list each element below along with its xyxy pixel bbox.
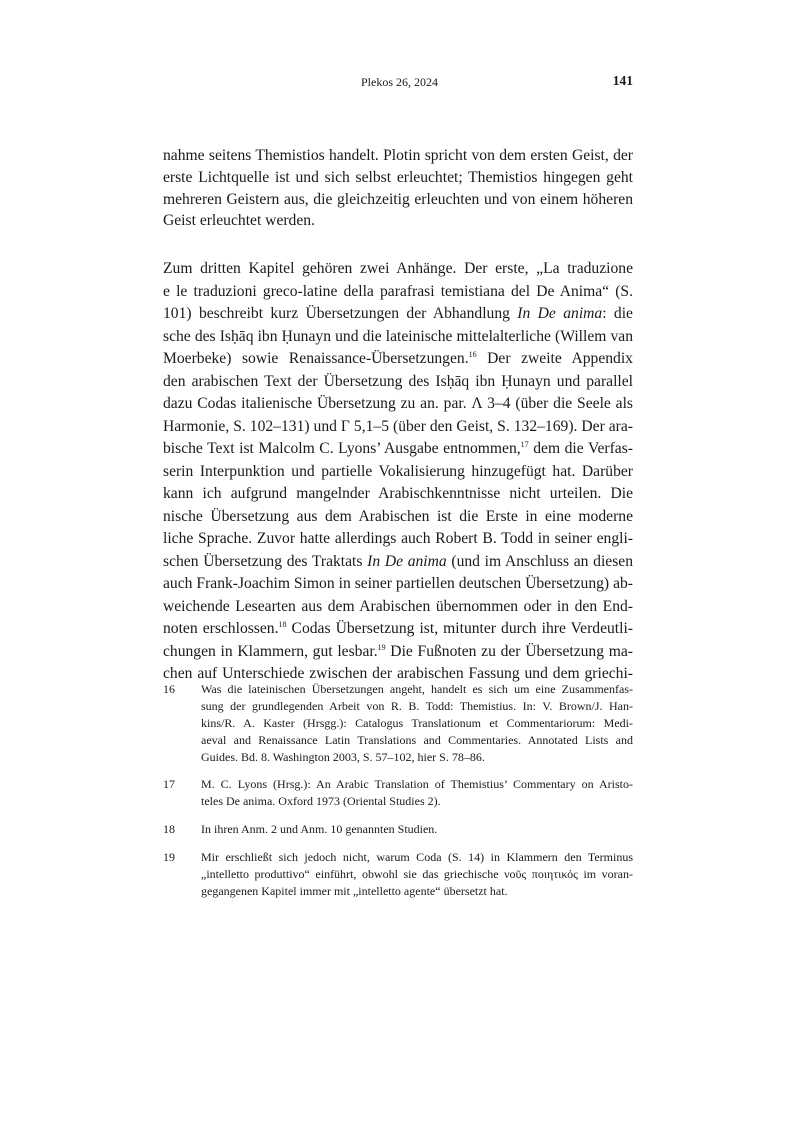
- text-segment: chen auf Unterschiede zwischen der arabischen Fassung und dem griechi-: [163, 665, 633, 682]
- text-segment: Moerbeke) sowie Renaissance-Übersetzungen.: [163, 350, 469, 367]
- text-line: [163, 393, 633, 416]
- footnote-number: 16: [163, 682, 175, 696]
- text-line: [163, 416, 633, 439]
- footnote-number: 19: [163, 850, 175, 864]
- text-line: [163, 189, 633, 211]
- text-line: [163, 145, 633, 167]
- text-segment: e le traduzioni greco-latine della parafrasi temistiana del De Anima“ (S.: [163, 282, 633, 300]
- footnote-line: kins/R. A. Kaster (Hrsgg.): Catalogus Translationum et Commentariorum: Medi-: [201, 716, 633, 730]
- text-line: [163, 618, 633, 641]
- text-segment: chungen in Klammern, gut lesbar.: [163, 642, 378, 660]
- text-segment: noten erschlossen.: [163, 620, 279, 637]
- text-segment: (und im Anschluss an diesen: [446, 552, 633, 570]
- text-segment: Zum dritten Kapitel gehören zwei Anhänge. Der erste, „La traduzione: [163, 260, 633, 277]
- text-segment: sche des Isḥāq ibn Ḥunayn und die lateinische mittelalterliche (Willem van: [163, 327, 633, 345]
- body-paragraph-2: [163, 258, 633, 686]
- text-segment: auch Frank-Joachim Simon in seiner partiellen deutschen Übersetzung) ab-: [163, 575, 633, 592]
- text-segment: kann ich aufgrund mangelnder Arabischkenntnisse nicht urteilen. Die: [163, 485, 633, 502]
- footnote-reference[interactable]: 17: [520, 440, 529, 449]
- text-line: [163, 371, 633, 394]
- footnote-reference[interactable]: 16: [468, 350, 477, 359]
- text-line: [163, 281, 633, 304]
- text-line: [163, 641, 633, 664]
- footnote-line: Was die lateinischen Übersetzungen angeht, handelt es sich um eine Zusammenfas-: [201, 682, 633, 696]
- footnote-text: [201, 776, 633, 810]
- footnote-reference[interactable]: 18: [278, 620, 287, 629]
- footnote-line: In ihren Anm. 2 und Anm. 10 genannten Studien.: [201, 822, 438, 836]
- text-line: [163, 573, 633, 596]
- running-header-title: Plekos 26, 2024: [360, 75, 438, 89]
- text-line: [163, 326, 633, 349]
- text-segment: Codas Übersetzung ist, mitunter durch ihre Verdeutli-: [286, 620, 633, 637]
- text-segment: : die: [602, 305, 633, 322]
- footnote-number: 18: [163, 822, 175, 836]
- text-line: [163, 438, 633, 461]
- footnote-reference[interactable]: 19: [377, 642, 386, 652]
- page-number: 141: [612, 73, 633, 88]
- footnote-line: Guides. Bd. 8. Washington 2003, S. 57–102, hier S. 78–86.: [201, 750, 485, 764]
- footnote-number: 17: [163, 777, 175, 791]
- text-line: [163, 528, 633, 551]
- text-segment: weichende Lesearten aus dem Arabischen übernommen oder in den End-: [163, 597, 633, 615]
- text-segment: erste Lichtquelle ist und sich selbst erleuchtet; Themistios hingegen geht: [163, 168, 633, 186]
- footnote-line: „intelletto produttivo“ einführt, obwohl sie das griechische νοῦς ποιητικός im voran-: [201, 867, 633, 881]
- text-line: [163, 551, 633, 574]
- text-segment: serin Interpunktion und partielle Vokalisierung hinzugefügt hat. Darüber: [163, 462, 633, 480]
- text-segment: nahme seitens Themistios handelt. Plotin spricht von dem ersten Geist, der: [163, 147, 633, 164]
- text-segment: mehreren Geistern aus, die gleichzeitig erleuchten und von einem höheren: [163, 190, 633, 208]
- footnote-line: sung der grundlegenden Arbeit von R. B. Todd: Themistius. In: V. Brown/J. Han-: [201, 699, 633, 713]
- text-line: [163, 506, 633, 529]
- footnote-text: [201, 849, 633, 900]
- text-line: [163, 258, 633, 281]
- italic-title: In De anima: [517, 305, 603, 322]
- text-line: [163, 303, 633, 326]
- text-segment: Geist erleuchtet werden.: [163, 212, 315, 230]
- italic-title: In De anima: [367, 552, 447, 570]
- text-segment: liche Sprache. Zuvor hatte allerdings auch Robert B. Todd in seiner engli-: [163, 530, 633, 547]
- text-segment: Die Fußnoten zu der Übersetzung ma-: [385, 642, 633, 660]
- text-segment: dem die Verfas-: [528, 440, 633, 457]
- text-segment: 101) beschreibt kurz Übersetzungen der Abhandlung: [163, 305, 518, 322]
- text-segment: nische Übersetzung aus dem Arabischen ist die Erste in eine moderne: [163, 507, 633, 525]
- text-segment: Der zweite Appendix: [487, 350, 633, 367]
- text-line: [163, 483, 633, 506]
- text-line: [163, 167, 633, 189]
- body-paragraph-1: [163, 145, 633, 232]
- footnote-line: teles De anima. Oxford 1973 (Oriental Studies 2).: [201, 794, 441, 808]
- footnote-line: M. C. Lyons (Hrsg.): An Arabic Translation of Themistius’ Commentary on Aristo-: [201, 777, 633, 791]
- text-segment: Harmonie, S. 102–131) und Γ 5,1–5 (über den Geist, S. 132–169). Der ara-: [163, 417, 633, 435]
- text-segment: schen Übersetzung des Traktats: [163, 552, 368, 570]
- text-segment: dazu Codas italienische Übersetzung zu an. par. Λ 3–4 (über die Seele als: [163, 395, 633, 412]
- footnote-text: [201, 821, 633, 838]
- text-line: [163, 210, 633, 232]
- footnote-line: gegangenen Kapitel immer mit „intelletto agente“ übersetzt hat.: [201, 884, 508, 898]
- text-segment: bische Text ist Malcolm C. Lyons’ Ausgabe entnommen,: [163, 440, 521, 457]
- footnote-line: Mir erschließt sich jedoch nicht, warum Coda (S. 14) in Klammern den Terminus: [201, 850, 633, 864]
- footnote-line: aeval and Renaissance Latin Translations and Commentaries. Annotated Lists and: [201, 733, 633, 747]
- text-line: [163, 596, 633, 619]
- text-segment: den arabischen Text der Übersetzung des Isḥāq ibn Ḥunayn und parallel: [163, 372, 633, 390]
- footnote-text: [201, 681, 633, 766]
- text-line: [163, 348, 633, 371]
- text-line: [163, 461, 633, 484]
